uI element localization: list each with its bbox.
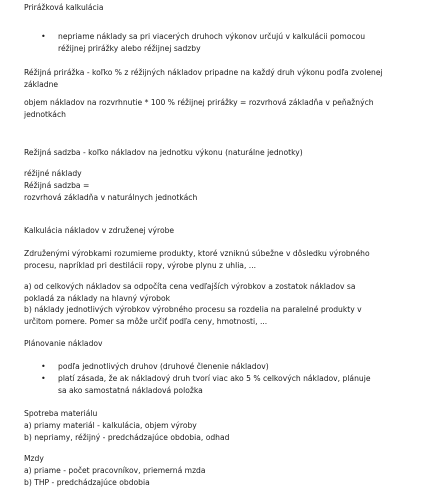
zdruzena-para-line1: Združenými výrobkami rozumieme produkty, ktoré vzniknú súbežne v dôsledku výrobného bbox=[24, 249, 370, 258]
option-a-line2: pokladá za náklady na hlavný výrobok bbox=[24, 294, 171, 303]
planovanie-bullet2-line2: sa ako samostatná nákladová položka bbox=[58, 386, 203, 395]
mzdy-item-a: a) priame - počet pracovníkov, priemerná mzda bbox=[24, 466, 206, 475]
bullet-glyph: • bbox=[41, 362, 46, 371]
sadzba-formula-label: Réžijná sadzba = bbox=[24, 181, 90, 190]
heading-zdruzena-vyroba: Kalkulácia nákladov v združenej výrobe bbox=[24, 226, 175, 235]
spotreba-item-b: b) nepriamy, réžijný - predchádzajúce obdobia, odhad bbox=[24, 433, 230, 442]
heading-planovanie-nakladov: Plánovanie nákladov bbox=[24, 339, 103, 348]
heading-mzdy: Mzdy bbox=[24, 454, 44, 463]
heading-prirazkova-kalkulacia: Prirážková kalkulácia bbox=[24, 3, 104, 12]
sadzba-formula-denominator: rozvrhová základňa v naturálnych jednotkách bbox=[24, 193, 198, 202]
rezijna-prirazka-def-line2: základne bbox=[24, 80, 59, 89]
rezijna-prirazka-def-line1: Réžijná prirážka - koľko % z réžijných nákladov pripadne na každý druh výkonu podľa zvolenej bbox=[24, 68, 383, 77]
sadzba-formula-numerator: réžijné náklady bbox=[24, 169, 82, 178]
formula-line2: jednotkách bbox=[24, 110, 66, 119]
spotreba-item-a: a) priamy materiál - kalkulácia, objem výroby bbox=[24, 421, 197, 430]
option-b-line1: b) náklady jednotlivých výrobkov výrobného procesu sa rozdelia na paralelné produkty v bbox=[24, 305, 362, 314]
zdruzena-para-line2: procesu, napríklad pri destilácii ropy, výrobe plynu z uhlia, ... bbox=[24, 261, 257, 270]
planovanie-bullet2-line1: platí zásada, že ak nákladový druh tvorí viac ako 5 % celkových nákladov, plánuje bbox=[58, 374, 371, 383]
bullet-glyph: • bbox=[41, 32, 46, 41]
mzdy-item-b: b) THP - predchádzajúce obdobia bbox=[24, 478, 150, 487]
formula-line1: objem nákladov na rozvrhnutie * 100 % réžijnej prirážky = rozvrhová základňa v peňažných bbox=[24, 98, 374, 107]
option-b-line2: určitom pomere. Pomer sa môže určiť podľa ceny, hmotnosti, ... bbox=[24, 317, 268, 326]
bullet-glyph: • bbox=[41, 374, 46, 383]
planovanie-bullet1: podľa jednotlivých druhov (druhové členenie nákladov) bbox=[58, 362, 269, 371]
heading-spotreba-materialu: Spotreba materiálu bbox=[24, 409, 98, 418]
rezijna-sadzba-def: Režijná sadzba - koľko nákladov na jednotku výkonu (naturálne jednotky) bbox=[24, 148, 303, 157]
option-a-line1: a) od celkových nákladov sa odpočíta cena vedľajších výrobkov a zostatok nákladov sa bbox=[24, 282, 356, 291]
bullet-text-line2: réžijnej prirážky alebo réžijnej sadzby bbox=[58, 44, 201, 53]
bullet-text-line1: nepriame náklady sa pri viacerých druhoch výkonov určujú v kalkulácii pomocou bbox=[58, 32, 366, 41]
